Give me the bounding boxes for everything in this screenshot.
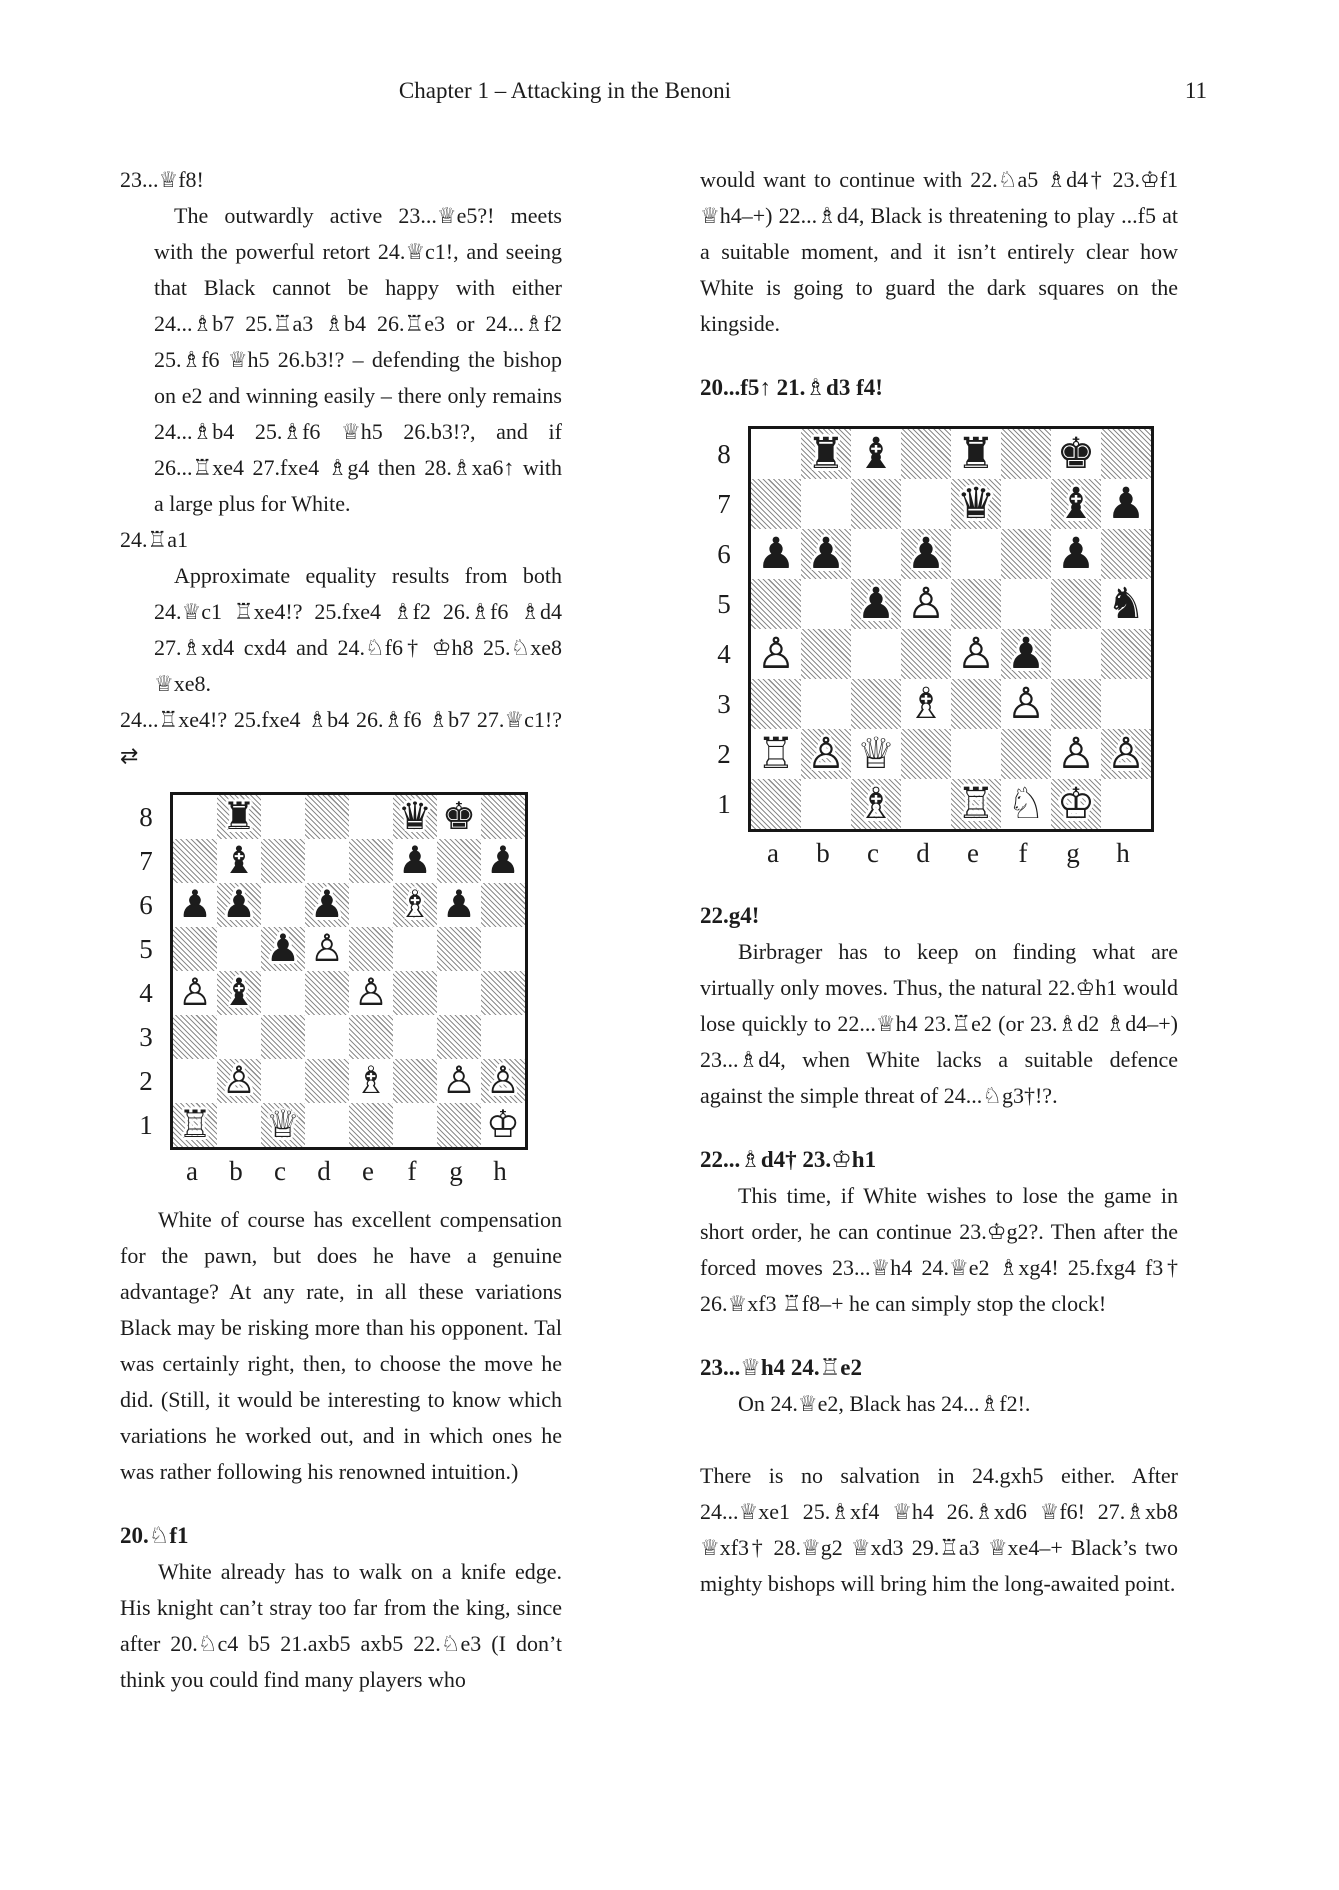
black-rook-icon: ♜ bbox=[806, 428, 846, 479]
white-pawn-icon: ♙ bbox=[1056, 728, 1096, 779]
board-square bbox=[217, 1059, 261, 1103]
board-square bbox=[393, 1103, 437, 1147]
rank-label: 4 bbox=[717, 639, 731, 669]
file-label: c bbox=[274, 1156, 286, 1186]
white-king-icon: ♔ bbox=[1056, 778, 1096, 829]
white-pawn-icon: ♙ bbox=[354, 970, 388, 1015]
board-square bbox=[437, 971, 481, 1015]
commentary-paragraph: would want to continue with 22.♘a5 ♗d4† 23.♔f1 ♕h4–+) 22...♗d4, Black is threatening to play ...f5 at a suitable moment, and it isn’t entirely clear how White is going to guard the dark squares on the kingside. bbox=[700, 167, 1178, 336]
rank-label: 4 bbox=[139, 978, 153, 1008]
board-square bbox=[261, 1103, 305, 1147]
board-square bbox=[173, 1015, 217, 1059]
game-move-heading: 20...f5↑ 21.♗d3 f4! bbox=[700, 375, 883, 400]
board-square bbox=[173, 971, 217, 1015]
board-squares bbox=[748, 426, 1154, 832]
board-square bbox=[349, 883, 393, 927]
white-pawn-icon: ♙ bbox=[1006, 678, 1046, 729]
text-columns bbox=[120, 162, 1178, 1698]
board-square bbox=[1001, 579, 1051, 629]
board-square bbox=[901, 779, 951, 829]
black-rook-icon: ♜ bbox=[222, 794, 256, 839]
board-square bbox=[951, 629, 1001, 679]
board-square bbox=[1101, 629, 1151, 679]
white-pawn-icon: ♙ bbox=[1106, 728, 1146, 779]
board-square bbox=[1001, 779, 1051, 829]
commentary-paragraph: White of course has excellent compensation for the pawn, but does he have a genuine advantage? At any rate, in all these variations Black may be risking more than his opponent. Tal was certainly right, then, to choose the move he did. (Still, it would be interesting to know which variations he worked out, and in which ones he was rather following his renowned intuition.) bbox=[120, 1207, 562, 1484]
board-square bbox=[1051, 679, 1101, 729]
white-pawn-icon: ♙ bbox=[806, 728, 846, 779]
page-number: 11 bbox=[1184, 78, 1207, 103]
board-square bbox=[851, 779, 901, 829]
board-square bbox=[305, 839, 349, 883]
board-square bbox=[481, 795, 525, 839]
chess-board bbox=[748, 426, 1154, 870]
board-square bbox=[173, 1103, 217, 1147]
board-square bbox=[481, 1015, 525, 1059]
black-pawn-icon: ♟ bbox=[906, 528, 946, 579]
black-pawn-icon: ♟ bbox=[1056, 528, 1096, 579]
white-bishop-icon: ♗ bbox=[398, 882, 432, 927]
board-square bbox=[173, 839, 217, 883]
board-square bbox=[1101, 429, 1151, 479]
board-square bbox=[349, 795, 393, 839]
board-square bbox=[751, 579, 801, 629]
board-square bbox=[801, 779, 851, 829]
file-label: h bbox=[493, 1156, 507, 1186]
board-square bbox=[801, 579, 851, 629]
file-label: f bbox=[1018, 838, 1028, 868]
board-square bbox=[173, 927, 217, 971]
board-square bbox=[305, 1103, 349, 1147]
board-square bbox=[393, 795, 437, 839]
black-pawn-icon: ♟ bbox=[222, 882, 256, 927]
black-pawn-icon: ♟ bbox=[310, 882, 344, 927]
board-square bbox=[305, 971, 349, 1015]
white-rook-icon: ♖ bbox=[178, 1102, 212, 1147]
board-square bbox=[851, 579, 901, 629]
board-square bbox=[437, 883, 481, 927]
right-column bbox=[700, 162, 1178, 1602]
white-pawn-icon: ♙ bbox=[906, 578, 946, 629]
white-rook-icon: ♖ bbox=[756, 728, 796, 779]
board-square bbox=[305, 927, 349, 971]
black-bishop-icon: ♝ bbox=[1056, 478, 1096, 529]
board-square bbox=[217, 1103, 261, 1147]
board-square bbox=[261, 971, 305, 1015]
game-move-heading: 22...♗d4† 23.♔h1 bbox=[700, 1147, 877, 1172]
rank-labels bbox=[700, 426, 748, 829]
black-pawn-icon: ♟ bbox=[442, 882, 476, 927]
board-square bbox=[801, 629, 851, 679]
board-square bbox=[1101, 579, 1151, 629]
board-square bbox=[305, 883, 349, 927]
board-square bbox=[1101, 679, 1151, 729]
black-pawn-icon: ♟ bbox=[756, 528, 796, 579]
rank-label: 7 bbox=[717, 489, 731, 519]
board-square bbox=[1101, 529, 1151, 579]
board-square bbox=[901, 679, 951, 729]
board-square bbox=[261, 1015, 305, 1059]
file-label: e bbox=[362, 1156, 374, 1186]
black-pawn-icon: ♟ bbox=[486, 838, 520, 883]
white-queen-icon: ♕ bbox=[266, 1102, 300, 1147]
black-rook-icon: ♜ bbox=[956, 428, 996, 479]
board-square bbox=[261, 795, 305, 839]
board-square bbox=[1051, 429, 1101, 479]
board-square bbox=[349, 1015, 393, 1059]
board-square bbox=[437, 1103, 481, 1147]
left-column bbox=[120, 162, 562, 1698]
board-square bbox=[1051, 479, 1101, 529]
board-square bbox=[851, 629, 901, 679]
board-square bbox=[437, 839, 481, 883]
rank-label: 2 bbox=[717, 739, 731, 769]
white-pawn-icon: ♙ bbox=[756, 628, 796, 679]
board-square bbox=[951, 729, 1001, 779]
board-square bbox=[437, 1059, 481, 1103]
board-square bbox=[801, 429, 851, 479]
board-square bbox=[751, 479, 801, 529]
file-label: f bbox=[407, 1156, 417, 1186]
board-square bbox=[393, 971, 437, 1015]
board-square bbox=[751, 779, 801, 829]
board-square bbox=[901, 729, 951, 779]
board-square bbox=[393, 1059, 437, 1103]
game-move-heading: 23...♕h4 24.♖e2 bbox=[700, 1355, 862, 1380]
black-pawn-icon: ♟ bbox=[398, 838, 432, 883]
variation-commentary: Approximate equality results from both 24.♕c1 ♖xe4!? 25.fxe4 ♗f2 26.♗f6 ♗d4 27.♗xd4 cxd4 and 24.♘f6† ♔h8 25.♘xe8 ♕xe8. bbox=[154, 563, 562, 696]
white-pawn-icon: ♙ bbox=[442, 1058, 476, 1103]
board-square bbox=[1051, 729, 1101, 779]
white-queen-icon: ♕ bbox=[856, 728, 896, 779]
board-square bbox=[751, 429, 801, 479]
black-pawn-icon: ♟ bbox=[806, 528, 846, 579]
chess-diagram-right bbox=[700, 426, 1178, 870]
rank-label: 8 bbox=[717, 439, 731, 469]
board-square bbox=[481, 1103, 525, 1147]
file-label: g bbox=[449, 1156, 463, 1186]
chapter-title: Chapter 1 – Attacking in the Benoni bbox=[398, 78, 732, 103]
board-square bbox=[951, 779, 1001, 829]
black-pawn-icon: ♟ bbox=[856, 578, 896, 629]
board-square bbox=[1051, 579, 1101, 629]
black-bishop-icon: ♝ bbox=[856, 428, 896, 479]
variation-move-line: 24.♖a1 bbox=[120, 527, 188, 552]
file-label: g bbox=[1066, 838, 1080, 868]
board-square bbox=[437, 927, 481, 971]
white-bishop-icon: ♗ bbox=[354, 1058, 388, 1103]
board-square bbox=[751, 679, 801, 729]
board-square bbox=[851, 679, 901, 729]
white-bishop-icon: ♗ bbox=[906, 678, 946, 729]
board-square bbox=[1001, 479, 1051, 529]
white-knight-icon: ♘ bbox=[1006, 778, 1046, 829]
board-square bbox=[851, 479, 901, 529]
board-square bbox=[901, 479, 951, 529]
board-square bbox=[901, 529, 951, 579]
rank-label: 5 bbox=[717, 589, 731, 619]
board-square bbox=[393, 839, 437, 883]
board-square bbox=[217, 839, 261, 883]
board-square bbox=[951, 429, 1001, 479]
board-square bbox=[951, 579, 1001, 629]
board-square bbox=[901, 579, 951, 629]
board-square bbox=[751, 729, 801, 779]
board-square bbox=[261, 883, 305, 927]
commentary-paragraph: Birbrager has to keep on finding what are virtually only moves. Thus, the natural 22.♔h1 would lose quickly to 22...♕h4 23.♖e2 (or 23.♗d2 ♗d4–+) 23...♗d4, when White lacks a suitable defence against the simple threat of 24...♘g3†!?. bbox=[700, 939, 1178, 1108]
board-square bbox=[1001, 529, 1051, 579]
board-square bbox=[751, 629, 801, 679]
board-square bbox=[801, 729, 851, 779]
rank-label: 7 bbox=[139, 846, 153, 876]
white-pawn-icon: ♙ bbox=[956, 628, 996, 679]
black-queen-icon: ♛ bbox=[398, 794, 432, 839]
white-pawn-icon: ♙ bbox=[222, 1058, 256, 1103]
board-square bbox=[349, 927, 393, 971]
commentary-paragraph: There is no salvation in 24.gxh5 either. After 24...♕xe1 25.♗xf4 ♕h4 26.♗xd6 ♕f6! 27.♗xb8 ♕xf3† 28.♕g2 ♕xd3 29.♖a3 ♕xe4–+ Black’s two mighty bishops will bring him the long-awaited point. bbox=[700, 1463, 1178, 1596]
board-square bbox=[217, 1015, 261, 1059]
board-square bbox=[1051, 529, 1101, 579]
board-square bbox=[305, 1059, 349, 1103]
black-pawn-icon: ♟ bbox=[1106, 478, 1146, 529]
board-square bbox=[1101, 729, 1151, 779]
board-square bbox=[261, 927, 305, 971]
board-square bbox=[481, 971, 525, 1015]
board-square bbox=[1051, 779, 1101, 829]
game-move-heading: 20.♘f1 bbox=[120, 1523, 189, 1548]
commentary-paragraph: On 24.♕e2, Black has 24...♗f2!. bbox=[738, 1391, 1031, 1416]
board-square bbox=[261, 839, 305, 883]
board-square bbox=[951, 479, 1001, 529]
commentary-paragraph: White already has to walk on a knife edge. His knight can’t stray too far from the king, since after 20.♘c4 b5 21.axb5 axb5 22.♘e3 (I don’t think you could find many players who bbox=[120, 1559, 562, 1692]
board-square bbox=[393, 1015, 437, 1059]
white-pawn-icon: ♙ bbox=[486, 1058, 520, 1103]
board-square bbox=[1001, 679, 1051, 729]
board-square bbox=[851, 429, 901, 479]
file-label: a bbox=[767, 838, 779, 868]
variation-commentary: The outwardly active 23...♕e5?! meets with the powerful retort 24.♕c1!, and seeing that Black cannot be happy with either 24...♗b7 25.♖a3 ♗b4 26.♖e3 or 24...♗f2 25.♗f6 ♕h5 26.b3!? – defending the bishop on e2 and winning easily – there only remains 24...♗b4 25.♗f6 ♕h5 26.b3!?, and if 26...♖xe4 27.fxe4 ♗g4 then 28.♗xa6↑ with a large plus for White. bbox=[154, 203, 562, 516]
rank-label: 6 bbox=[717, 539, 731, 569]
variation-move-line: 24...♖xe4!? 25.fxe4 ♗b4 26.♗f6 ♗b7 27.♕c1!?⇄ bbox=[120, 707, 562, 768]
board-square bbox=[481, 883, 525, 927]
board-square bbox=[481, 839, 525, 883]
file-label: d bbox=[916, 838, 930, 868]
board-square bbox=[173, 1059, 217, 1103]
board-square bbox=[349, 1103, 393, 1147]
board-square bbox=[1001, 729, 1051, 779]
board-square bbox=[261, 1059, 305, 1103]
board-square bbox=[349, 971, 393, 1015]
board-square bbox=[305, 795, 349, 839]
rank-label: 3 bbox=[139, 1022, 153, 1052]
board-square bbox=[305, 1015, 349, 1059]
black-pawn-icon: ♟ bbox=[266, 926, 300, 971]
board-square bbox=[851, 729, 901, 779]
board-square bbox=[801, 479, 851, 529]
black-pawn-icon: ♟ bbox=[178, 882, 212, 927]
rank-label: 8 bbox=[139, 802, 153, 832]
board-square bbox=[349, 1059, 393, 1103]
board-square bbox=[951, 529, 1001, 579]
board-square bbox=[1001, 429, 1051, 479]
board-square bbox=[1101, 779, 1151, 829]
file-label: b bbox=[229, 1156, 243, 1186]
board-square bbox=[481, 1059, 525, 1103]
page-header bbox=[120, 78, 1010, 104]
file-label: d bbox=[317, 1156, 331, 1186]
board-square bbox=[217, 927, 261, 971]
board-squares bbox=[170, 792, 528, 1150]
board-square bbox=[393, 927, 437, 971]
variation-move-line: 23...♕f8! bbox=[120, 167, 204, 192]
board-square bbox=[437, 795, 481, 839]
rank-label: 1 bbox=[139, 1110, 153, 1140]
board-square bbox=[1051, 629, 1101, 679]
file-labels bbox=[170, 1154, 528, 1188]
file-label: a bbox=[186, 1156, 198, 1186]
rank-label: 1 bbox=[717, 789, 731, 819]
white-pawn-icon: ♙ bbox=[310, 926, 344, 971]
white-bishop-icon: ♗ bbox=[856, 778, 896, 829]
black-queen-icon: ♛ bbox=[956, 478, 996, 529]
board-square bbox=[901, 429, 951, 479]
board-square bbox=[1001, 629, 1051, 679]
rank-labels bbox=[122, 792, 170, 1147]
board-square bbox=[217, 883, 261, 927]
board-square bbox=[751, 529, 801, 579]
board-square bbox=[481, 927, 525, 971]
file-label: e bbox=[967, 838, 979, 868]
black-pawn-icon: ♟ bbox=[1006, 628, 1046, 679]
file-label: c bbox=[867, 838, 879, 868]
board-square bbox=[173, 883, 217, 927]
white-king-icon: ♔ bbox=[486, 1102, 520, 1147]
board-square bbox=[1101, 479, 1151, 529]
game-move-heading: 22.g4! bbox=[700, 903, 760, 928]
black-king-icon: ♚ bbox=[442, 794, 476, 839]
rank-label: 5 bbox=[139, 934, 153, 964]
rank-label: 2 bbox=[139, 1066, 153, 1096]
rank-label: 3 bbox=[717, 689, 731, 719]
board-square bbox=[173, 795, 217, 839]
board-square bbox=[437, 1015, 481, 1059]
chess-diagram-left bbox=[122, 792, 562, 1188]
black-king-icon: ♚ bbox=[1056, 428, 1096, 479]
board-square bbox=[801, 529, 851, 579]
board-square bbox=[217, 971, 261, 1015]
rank-label: 6 bbox=[139, 890, 153, 920]
chess-board bbox=[170, 792, 528, 1188]
black-bishop-icon: ♝ bbox=[222, 838, 256, 883]
board-square bbox=[901, 629, 951, 679]
file-label: h bbox=[1116, 838, 1130, 868]
black-bishop-icon: ♝ bbox=[222, 970, 256, 1015]
board-square bbox=[851, 529, 901, 579]
commentary-paragraph: This time, if White wishes to lose the game in short order, he can continue 23.♔g2?. Then after the forced moves 23...♕h4 24.♕e2 ♗xg4! 25.fxg4 f3† 26.♕xf3 ♖f8–+ he can simply stop the clock! bbox=[700, 1183, 1178, 1316]
black-knight-icon: ♞ bbox=[1106, 578, 1146, 629]
white-pawn-icon: ♙ bbox=[178, 970, 212, 1015]
white-rook-icon: ♖ bbox=[956, 778, 996, 829]
file-labels bbox=[748, 836, 1154, 870]
board-square bbox=[349, 839, 393, 883]
board-square bbox=[217, 795, 261, 839]
board-square bbox=[951, 679, 1001, 729]
file-label: b bbox=[816, 838, 830, 868]
board-square bbox=[801, 679, 851, 729]
board-square bbox=[393, 883, 437, 927]
